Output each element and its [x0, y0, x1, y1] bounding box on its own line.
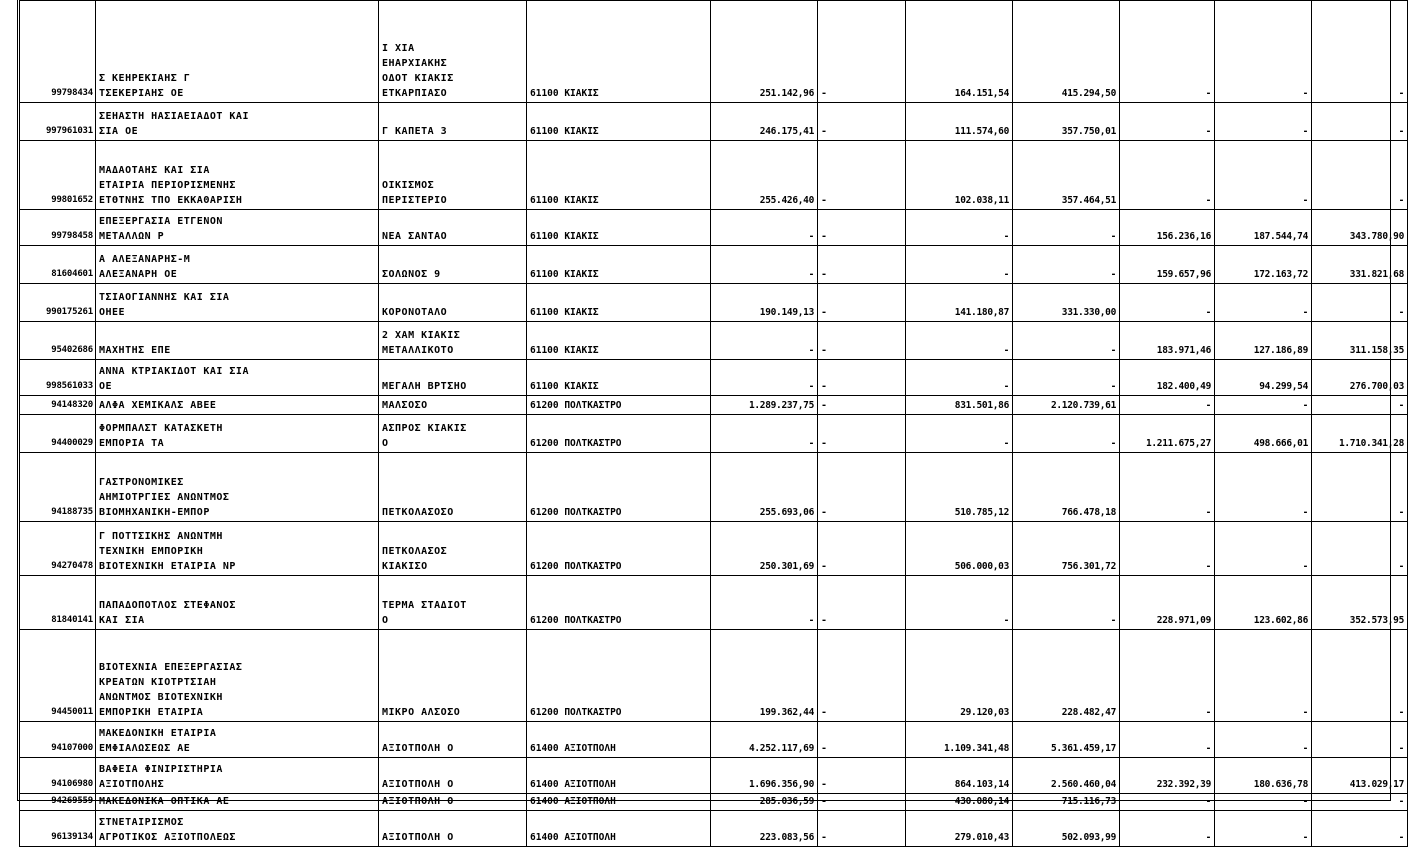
cell-address: ΜΕΓΑΛΗ ΒΡΤΣΗΟ	[379, 360, 527, 396]
cell-address: ΠΕΤΚΟΛΑΣΟΣΟ	[379, 453, 527, 522]
cell-value-4: 766.478,18	[1013, 453, 1120, 522]
table-row	[20, 758, 1408, 794]
cell-value-4: 357.464,51	[1013, 141, 1120, 210]
cell-value-6: 127.186,89	[1215, 322, 1312, 360]
cell-company-name: ΓΑΣΤΡΟΝΟΜΙΚΕΣ ΑΗΜΙΟΤΡΓΙΕΣ ΑΝΩΝΤΜΟΣ ΒΙΟΜΗΧΑΝΙΚΗ-ΕΜΠΟΡ	[96, 453, 379, 522]
cell-postal-area: 61200 ΠΟΛΤΚΑΣΤΡΟ	[527, 630, 711, 722]
cell-value-5: -	[1120, 794, 1215, 811]
cell-value-7: 331.821,68	[1312, 246, 1408, 284]
cell-value-4: -	[1013, 210, 1120, 246]
cell-value-7: -	[1312, 522, 1408, 576]
cell-value-2: -	[818, 246, 906, 284]
cell-value-6: -	[1215, 284, 1312, 322]
cell-value-6: -	[1215, 811, 1312, 847]
cell-code: 96139134	[20, 811, 96, 847]
cell-value-7: -	[1312, 630, 1408, 722]
cell-value-2: -	[818, 210, 906, 246]
table-body	[20, 1, 1408, 847]
cell-value-6: -	[1215, 103, 1312, 141]
cell-value-7: 276.700,03	[1312, 360, 1408, 396]
cell-address: ΤΕΡΜΑ ΣΤΑΔΙΟΤ Ο	[379, 576, 527, 630]
cell-value-3: 111.574,60	[906, 103, 1013, 141]
cell-value-4: -	[1013, 322, 1120, 360]
cell-value-1: -	[711, 246, 818, 284]
cell-value-3: 279.010,43	[906, 811, 1013, 847]
cell-value-3: 506.000,03	[906, 522, 1013, 576]
cell-address: Γ ΚΑΠΕΤΑ 3	[379, 103, 527, 141]
cell-postal-area: 61400 ΑΞΙΟΤΠΟΛΗ	[527, 811, 711, 847]
cell-value-3: -	[906, 415, 1013, 453]
cell-address: Ι ΧΙΑ ΕΗΑΡΧΙΑΚΗΣ ΟΔΟΤ ΚΙΑΚΙΣ ΕΤΚΑΡΠΙΑΣΟ	[379, 1, 527, 103]
cell-value-2: -	[818, 415, 906, 453]
cell-value-3: 164.151,54	[906, 1, 1013, 103]
cell-code: 94188735	[20, 453, 96, 522]
cell-value-5: -	[1120, 396, 1215, 415]
cell-value-7: -	[1312, 103, 1408, 141]
cell-value-4: -	[1013, 246, 1120, 284]
cell-value-2: -	[818, 522, 906, 576]
cell-value-6: 180.636,78	[1215, 758, 1312, 794]
cell-value-2: -	[818, 453, 906, 522]
cell-value-5: -	[1120, 1, 1215, 103]
cell-value-6: 498.666,01	[1215, 415, 1312, 453]
cell-code: 99798458	[20, 210, 96, 246]
cell-value-1: 246.175,41	[711, 103, 818, 141]
cell-postal-area: 61400 ΑΞΙΟΤΠΟΛΗ	[527, 794, 711, 811]
cell-value-6: -	[1215, 1, 1312, 103]
cell-code: 94450011	[20, 630, 96, 722]
cell-postal-area: 61100 ΚΙΑΚΙΣ	[527, 246, 711, 284]
cell-company-name: Σ ΚΕΗΡΕΚΙΑΗΣ Γ ΤΣΕΚΕΡΙΑΗΣ ΟΕ	[96, 1, 379, 103]
cell-value-2: -	[818, 630, 906, 722]
cell-value-6: -	[1215, 453, 1312, 522]
cell-company-name: ΕΠΕΞΕΡΓΑΣΙΑ ΕΤΓΕΝΟΝ ΜΕΤΑΛΛΩΝ Ρ	[96, 210, 379, 246]
cell-value-4: -	[1013, 576, 1120, 630]
cell-value-4: 5.361.459,17	[1013, 722, 1120, 758]
cell-value-5: -	[1120, 141, 1215, 210]
cell-code: 81604601	[20, 246, 96, 284]
cell-value-5: -	[1120, 453, 1215, 522]
cell-value-7: -	[1312, 722, 1408, 758]
cell-value-7: 343.780,90	[1312, 210, 1408, 246]
cell-value-7: -	[1312, 811, 1408, 847]
cell-value-7: 1.710.341,28	[1312, 415, 1408, 453]
cell-value-5: -	[1120, 722, 1215, 758]
cell-postal-area: 61400 ΑΞΙΟΤΠΟΛΗ	[527, 758, 711, 794]
cell-value-1: -	[711, 210, 818, 246]
table-row	[20, 246, 1408, 284]
cell-code: 94400029	[20, 415, 96, 453]
cell-value-1: 285.036,59	[711, 794, 818, 811]
cell-value-1: 255.693,06	[711, 453, 818, 522]
cell-value-4: 756.301,72	[1013, 522, 1120, 576]
cell-value-6: 94.299,54	[1215, 360, 1312, 396]
cell-value-7: -	[1312, 794, 1408, 811]
cell-value-1: 199.362,44	[711, 630, 818, 722]
table-row	[20, 322, 1408, 360]
cell-address: ΑΞΙΟΤΠΟΛΗ Ο	[379, 811, 527, 847]
cell-code: 99798434	[20, 1, 96, 103]
cell-value-5: 183.971,46	[1120, 322, 1215, 360]
cell-postal-area: 61100 ΚΙΑΚΙΣ	[527, 1, 711, 103]
cell-value-7: 352.573,95	[1312, 576, 1408, 630]
cell-code: 95402686	[20, 322, 96, 360]
cell-company-name: Γ ΠΟΤΤΣΙΚΗΣ ΑΝΩΝΤΜΗ ΤΕΧΝΙΚΗ ΕΜΠΟΡΙΚΗ ΒΙΟΤΕΧΝΙΚΗ ΕΤΑΙΡΙΑ ΝΡ	[96, 522, 379, 576]
table-row	[20, 453, 1408, 522]
cell-code: 94106980	[20, 758, 96, 794]
cell-value-2: -	[818, 758, 906, 794]
cell-postal-area: 61100 ΚΙΑΚΙΣ	[527, 141, 711, 210]
cell-value-7: 413.029,17	[1312, 758, 1408, 794]
cell-value-2: -	[818, 284, 906, 322]
cell-address: ΚΟΡΟΝΟΤΑΛΟ	[379, 284, 527, 322]
cell-code: 94270478	[20, 522, 96, 576]
cell-value-5: -	[1120, 284, 1215, 322]
cell-value-3: 29.120,03	[906, 630, 1013, 722]
cell-value-7: 311.158,35	[1312, 322, 1408, 360]
cell-value-7: -	[1312, 396, 1408, 415]
cell-address: ΑΞΙΟΤΠΟΛΗ Ο	[379, 758, 527, 794]
cell-value-5: 159.657,96	[1120, 246, 1215, 284]
cell-value-1: 190.149,13	[711, 284, 818, 322]
cell-value-2: -	[818, 141, 906, 210]
cell-value-2: -	[818, 396, 906, 415]
cell-value-5: 156.236,16	[1120, 210, 1215, 246]
cell-code: 990175261	[20, 284, 96, 322]
cell-value-1: 251.142,96	[711, 1, 818, 103]
cell-value-6: 172.163,72	[1215, 246, 1312, 284]
cell-value-6: -	[1215, 794, 1312, 811]
cell-company-name: ΒΑΦΕΙΑ ΦΙΝΙΡΙΣΤΗΡΙΑ ΑΞΙΟΤΠΟΛΗΣ	[96, 758, 379, 794]
cell-value-1: 4.252.117,69	[711, 722, 818, 758]
table-row	[20, 722, 1408, 758]
cell-postal-area: 61100 ΚΙΑΚΙΣ	[527, 103, 711, 141]
cell-value-6: -	[1215, 722, 1312, 758]
cell-company-name: ΒΙΟΤΕΧΝΙΑ ΕΠΕΞΕΡΓΑΣΙΑΣ ΚΡΕΑΤΩΝ ΚΙΟΤΡΤΣΙΑΗ ΑΝΩΝΤΜΟΣ ΒΙΟΤΕΧΝΙΚΗ ΕΜΠΟΡΙΚΗ ΕΤΑΙΡΙΑ	[96, 630, 379, 722]
cell-value-4: 502.093,99	[1013, 811, 1120, 847]
table-row	[20, 284, 1408, 322]
cell-value-5: 1.211.675,27	[1120, 415, 1215, 453]
cell-address: ΝΕΑ ΣΑΝΤΑΟ	[379, 210, 527, 246]
cell-code: 99801652	[20, 141, 96, 210]
cell-address: 2 ΧΑΜ ΚΙΑΚΙΣ ΜΕΤΑΛΛΙΚΟΤΟ	[379, 322, 527, 360]
cell-company-name: ΑΝΝΑ ΚΤΡΙΑΚΙΔΟΤ ΚΑΙ ΣΙΑ ΟΕ	[96, 360, 379, 396]
cell-value-1: 255.426,40	[711, 141, 818, 210]
cell-value-3: 430.080,14	[906, 794, 1013, 811]
cell-value-3: 102.038,11	[906, 141, 1013, 210]
cell-value-3: -	[906, 210, 1013, 246]
cell-value-3: 510.785,12	[906, 453, 1013, 522]
cell-company-name: Α ΑΛΕΞΑΝΑΡΗΣ-Μ ΑΛΕΞΑΝΑΡΗ ΟΕ	[96, 246, 379, 284]
cell-postal-area: 61100 ΚΙΑΚΙΣ	[527, 284, 711, 322]
cell-value-1: -	[711, 360, 818, 396]
cell-value-4: 2.120.739,61	[1013, 396, 1120, 415]
cell-company-name: ΜΑΚΕΔΟΝΙΚΗ ΕΤΑΙΡΙΑ ΕΜΦΙΑΛΩΣΕΩΣ ΑΕ	[96, 722, 379, 758]
table-row	[20, 1, 1408, 103]
cell-value-1: 1.696.356,90	[711, 758, 818, 794]
cell-value-3: -	[906, 360, 1013, 396]
cell-value-2: -	[818, 103, 906, 141]
cell-value-6: -	[1215, 630, 1312, 722]
cell-value-1: -	[711, 415, 818, 453]
cell-value-6: -	[1215, 141, 1312, 210]
cell-value-1: 1.289.237,75	[711, 396, 818, 415]
cell-company-name: ΠΑΠΑΔΟΠΟΤΛΟΣ ΣΤΕΦΑΝΟΣ ΚΑΙ ΣΙΑ	[96, 576, 379, 630]
cell-value-2: -	[818, 322, 906, 360]
cell-company-name: ΑΛΦΑ ΧΕΜΙΚΑΛΣ ΑΒΕΕ	[96, 396, 379, 415]
cell-value-2: -	[818, 794, 906, 811]
cell-address: ΑΞΙΟΤΠΟΛΗ Ο	[379, 794, 527, 811]
cell-value-4: -	[1013, 360, 1120, 396]
cell-company-name: ΣΕΗΑΣΤΗ ΗΑΣΙΑΕΙΑΔΟΤ ΚΑΙ ΣΙΑ ΟΕ	[96, 103, 379, 141]
cell-value-3: 141.180,87	[906, 284, 1013, 322]
table-row	[20, 415, 1408, 453]
cell-code: 997961031	[20, 103, 96, 141]
cell-postal-area: 61100 ΚΙΑΚΙΣ	[527, 360, 711, 396]
cell-value-2: -	[818, 811, 906, 847]
cell-value-5: -	[1120, 522, 1215, 576]
cell-value-7: -	[1312, 453, 1408, 522]
cell-value-7: -	[1312, 1, 1408, 103]
cell-value-4: 715.116,73	[1013, 794, 1120, 811]
cell-value-7: -	[1312, 141, 1408, 210]
table-row	[20, 103, 1408, 141]
cell-value-2: -	[818, 576, 906, 630]
cell-value-1: -	[711, 576, 818, 630]
cell-postal-area: 61200 ΠΟΛΤΚΑΣΤΡΟ	[527, 396, 711, 415]
cell-value-4: -	[1013, 415, 1120, 453]
table-row	[20, 522, 1408, 576]
cell-value-3: -	[906, 576, 1013, 630]
cell-value-3: 831.501,86	[906, 396, 1013, 415]
table-row	[20, 141, 1408, 210]
cell-postal-area: 61100 ΚΙΑΚΙΣ	[527, 210, 711, 246]
table-row	[20, 630, 1408, 722]
cell-value-5: 232.392,39	[1120, 758, 1215, 794]
cell-company-name: ΜΑΚΕΔΟΝΙΚΑ ΟΠΤΙΚΑ ΑΕ	[96, 794, 379, 811]
cell-company-name: ΦΟΡΜΠΑΛΣΤ ΚΑΤΑΣΚΕΤΗ ΕΜΠΟΡΙΑ ΤΑ	[96, 415, 379, 453]
cell-postal-area: 61100 ΚΙΑΚΙΣ	[527, 322, 711, 360]
cell-company-name: ΜΑΔΑΟΤΑΗΣ ΚΑΙ ΣΙΑ ΕΤΑΙΡΙΑ ΠΕΡΙΟΡΙΣΜΕΝΗΣ ΕΤΘΤΝΗΣ ΤΠΟ ΕΚΚΑΘΑΡΙΣΗ	[96, 141, 379, 210]
cell-address: ΠΕΤΚΟΛΑΣΟΣ ΚΙΑΚΙΣΟ	[379, 522, 527, 576]
cell-address: ΑΣΠΡΟΣ ΚΙΑΚΙΣ Ο	[379, 415, 527, 453]
cell-address: ΑΞΙΟΤΠΟΛΗ Ο	[379, 722, 527, 758]
cell-value-2: -	[818, 360, 906, 396]
cell-value-6: 187.544,74	[1215, 210, 1312, 246]
cell-value-4: 357.750,01	[1013, 103, 1120, 141]
cell-company-name: ΣΤΝΕΤΑΙΡΙΣΜΟΣ ΑΓΡΟΤΙΚΟΣ ΑΞΙΟΤΠΟΛΕΩΣ	[96, 811, 379, 847]
cell-value-3: -	[906, 246, 1013, 284]
cell-value-4: 228.482,47	[1013, 630, 1120, 722]
table-row	[20, 396, 1408, 415]
cell-address: ΜΑΛΣΟΣΟ	[379, 396, 527, 415]
cell-code: 94148320	[20, 396, 96, 415]
cell-address: ΟΙΚΙΣΜΟΣ ΠΕΡΙΣΤΕΡΙΟ	[379, 141, 527, 210]
table-row	[20, 210, 1408, 246]
cell-value-6: -	[1215, 522, 1312, 576]
cell-value-4: 331.330,00	[1013, 284, 1120, 322]
cell-code: 94269559	[20, 794, 96, 811]
cell-code: 81840141	[20, 576, 96, 630]
cell-address: ΣΟΛΩΝΟΣ 9	[379, 246, 527, 284]
cell-value-5: 228.971,09	[1120, 576, 1215, 630]
cell-code: 94107000	[20, 722, 96, 758]
cell-value-4: 415.294,50	[1013, 1, 1120, 103]
cell-company-name: ΜΑΧΗΤΗΣ ΕΠΕ	[96, 322, 379, 360]
cell-value-2: -	[818, 722, 906, 758]
cell-value-6: 123.602,86	[1215, 576, 1312, 630]
cell-value-1: 250.301,69	[711, 522, 818, 576]
cell-address: ΜΙΚΡΟ ΑΛΣΟΣΟ	[379, 630, 527, 722]
cell-value-3: 864.103,14	[906, 758, 1013, 794]
cell-value-1: -	[711, 322, 818, 360]
cell-value-5: 182.400,49	[1120, 360, 1215, 396]
cell-value-7: -	[1312, 284, 1408, 322]
cell-postal-area: 61200 ΠΟΛΤΚΑΣΤΡΟ	[527, 453, 711, 522]
cell-value-3: 1.109.341,48	[906, 722, 1013, 758]
cell-value-2: -	[818, 1, 906, 103]
cell-code: 998561033	[20, 360, 96, 396]
table-row	[20, 576, 1408, 630]
data-table	[19, 0, 1408, 847]
cell-value-6: -	[1215, 396, 1312, 415]
cell-company-name: ΤΣΙΑΟΓΙΑΝΝΗΣ ΚΑΙ ΣΙΑ ΟΗΕΕ	[96, 284, 379, 322]
cell-value-5: -	[1120, 630, 1215, 722]
cell-value-4: 2.560.460,04	[1013, 758, 1120, 794]
cell-value-5: -	[1120, 811, 1215, 847]
cell-value-5: -	[1120, 103, 1215, 141]
cell-postal-area: 61200 ΠΟΛΤΚΑΣΤΡΟ	[527, 415, 711, 453]
cell-postal-area: 61200 ΠΟΛΤΚΑΣΤΡΟ	[527, 576, 711, 630]
table-row	[20, 811, 1408, 847]
cell-postal-area: 61400 ΑΞΙΟΤΠΟΛΗ	[527, 722, 711, 758]
table-row	[20, 794, 1408, 811]
cell-postal-area: 61200 ΠΟΛΤΚΑΣΤΡΟ	[527, 522, 711, 576]
table-row	[20, 360, 1408, 396]
cell-value-3: -	[906, 322, 1013, 360]
cell-value-1: 223.083,56	[711, 811, 818, 847]
